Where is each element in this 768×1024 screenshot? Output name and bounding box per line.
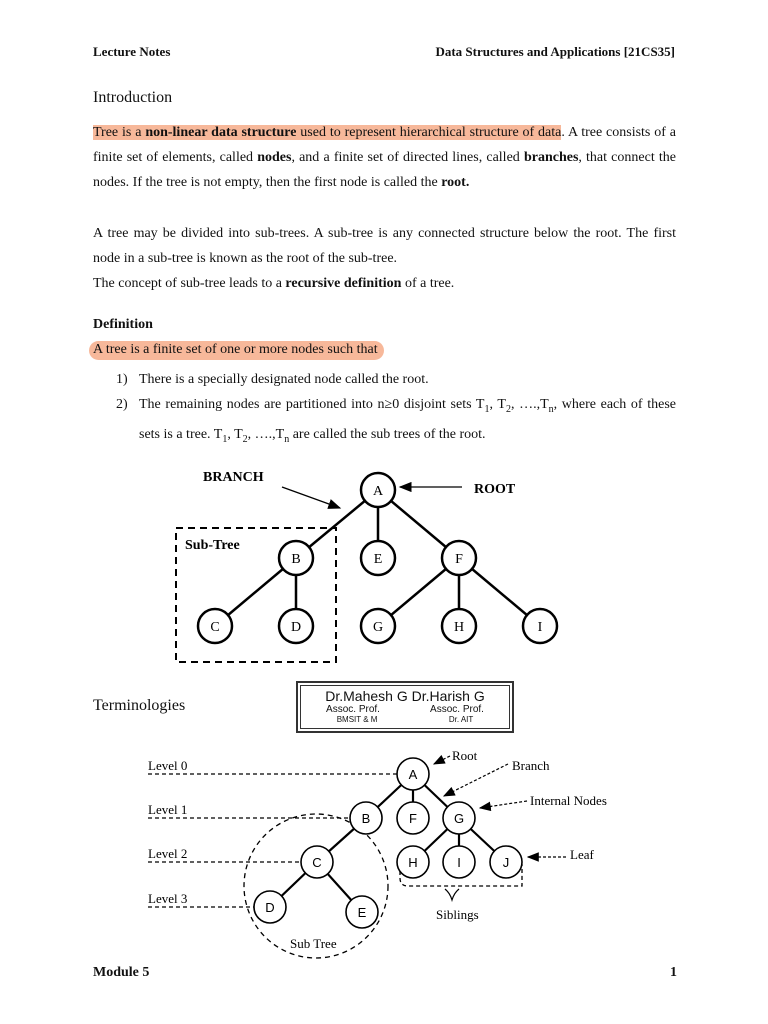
node-label: F (455, 552, 463, 567)
item-number: 2) (116, 397, 128, 412)
stamp-role-1: Assoc. Prof. (326, 704, 380, 715)
internal-nodes-arrow (480, 801, 527, 808)
definition-lead: A tree is a finite set of one or more nodes such that (89, 341, 384, 360)
intro-paragraph-1: Tree is a non-linear data structure used to represent hierarchical structure of data. A tree consists of a finite set of elements, called nodes, and a finite set of directed lines, called branches, that connect the nodes. If the tree is not empty, then the first node is called the root. (93, 125, 676, 190)
author-stamp (296, 681, 514, 733)
node-label: G (453, 811, 465, 826)
node-label: I (537, 620, 543, 635)
stamp-roles (301, 704, 509, 715)
node-label: D (290, 620, 302, 635)
subtree-label: Sub-Tree (185, 538, 240, 553)
tree-diagram-basic (176, 470, 557, 662)
node-label: B (291, 552, 301, 567)
level-label: Level 1 (148, 802, 188, 817)
tree-diagram-terminology (148, 748, 607, 958)
node-label: F (409, 811, 417, 826)
item-number: 1) (116, 372, 128, 387)
branch-annotation: Branch (512, 758, 550, 773)
stamp-institutions (301, 715, 509, 724)
item-text: The remaining nodes are partitioned into n≥0 disjoint sets $T_1$, $T_2$, $\dots.,T_n$, where each of these sets is a tree. $T_1$, $T_2$, $\dots.,T_n$ are called the sub trees of the root. (139, 397, 676, 445)
header-left: Lecture Notes (93, 44, 171, 59)
level-label: Level 0 (148, 758, 188, 773)
node-label: G (372, 620, 384, 635)
leaf-annotation: Leaf (570, 847, 594, 862)
terminologies-heading: Terminologies (93, 697, 186, 714)
item-text: There is a specially designated node called the root. (139, 372, 429, 387)
node-label: D (265, 900, 275, 915)
root-label: ROOT (474, 482, 516, 497)
node-label: C (210, 620, 220, 635)
level-label: Level 2 (148, 846, 188, 861)
footer-module: Module 5 (93, 965, 150, 980)
definition-heading: Definition (93, 317, 153, 332)
stamp-inst-2: Dr. AIT (448, 715, 474, 724)
level-label: Level 3 (148, 891, 188, 906)
node-label: B (361, 811, 371, 826)
intro-paragraph-2: A tree may be divided into sub-trees. A sub-tree is any connected structure below the root. The first node in a sub-tree is known as the root of the sub-tree. (93, 226, 676, 266)
intro-heading: Introduction (93, 89, 173, 106)
branch-label: BRANCH (203, 470, 264, 485)
stamp-names: Dr.Mahesh G Dr.Harish G (325, 688, 485, 704)
internal-nodes-annotation: Internal Nodes (530, 793, 607, 808)
stamp-inner-border (300, 685, 510, 729)
intro-paragraph-3: The concept of sub-tree leads to a recursive definition of a tree. (93, 276, 455, 291)
footer-page-number: 1 (670, 965, 677, 980)
node-label: C (312, 855, 322, 870)
header-right: Data Structures and Applications [21CS35] (435, 44, 675, 59)
node-label: J (502, 855, 510, 870)
siblings-brace (445, 889, 459, 900)
root-annotation: Root (452, 748, 478, 763)
siblings-annotation: Siblings (436, 907, 479, 922)
node-label: A (372, 484, 384, 499)
node-label: E (373, 552, 383, 567)
branch-arrow (444, 764, 508, 796)
stamp-role-2: Assoc. Prof. (430, 704, 484, 715)
node-label: H (408, 855, 418, 870)
stamp-inst-1: BMSIT & M (336, 715, 378, 724)
subtree-annotation: Sub Tree (290, 936, 337, 951)
node-label: A (408, 767, 418, 782)
node-label: E (357, 905, 367, 920)
root-arrow (434, 756, 450, 764)
branch-arrow (282, 487, 340, 508)
node-label: H (453, 620, 465, 635)
node-label: I (457, 855, 461, 870)
